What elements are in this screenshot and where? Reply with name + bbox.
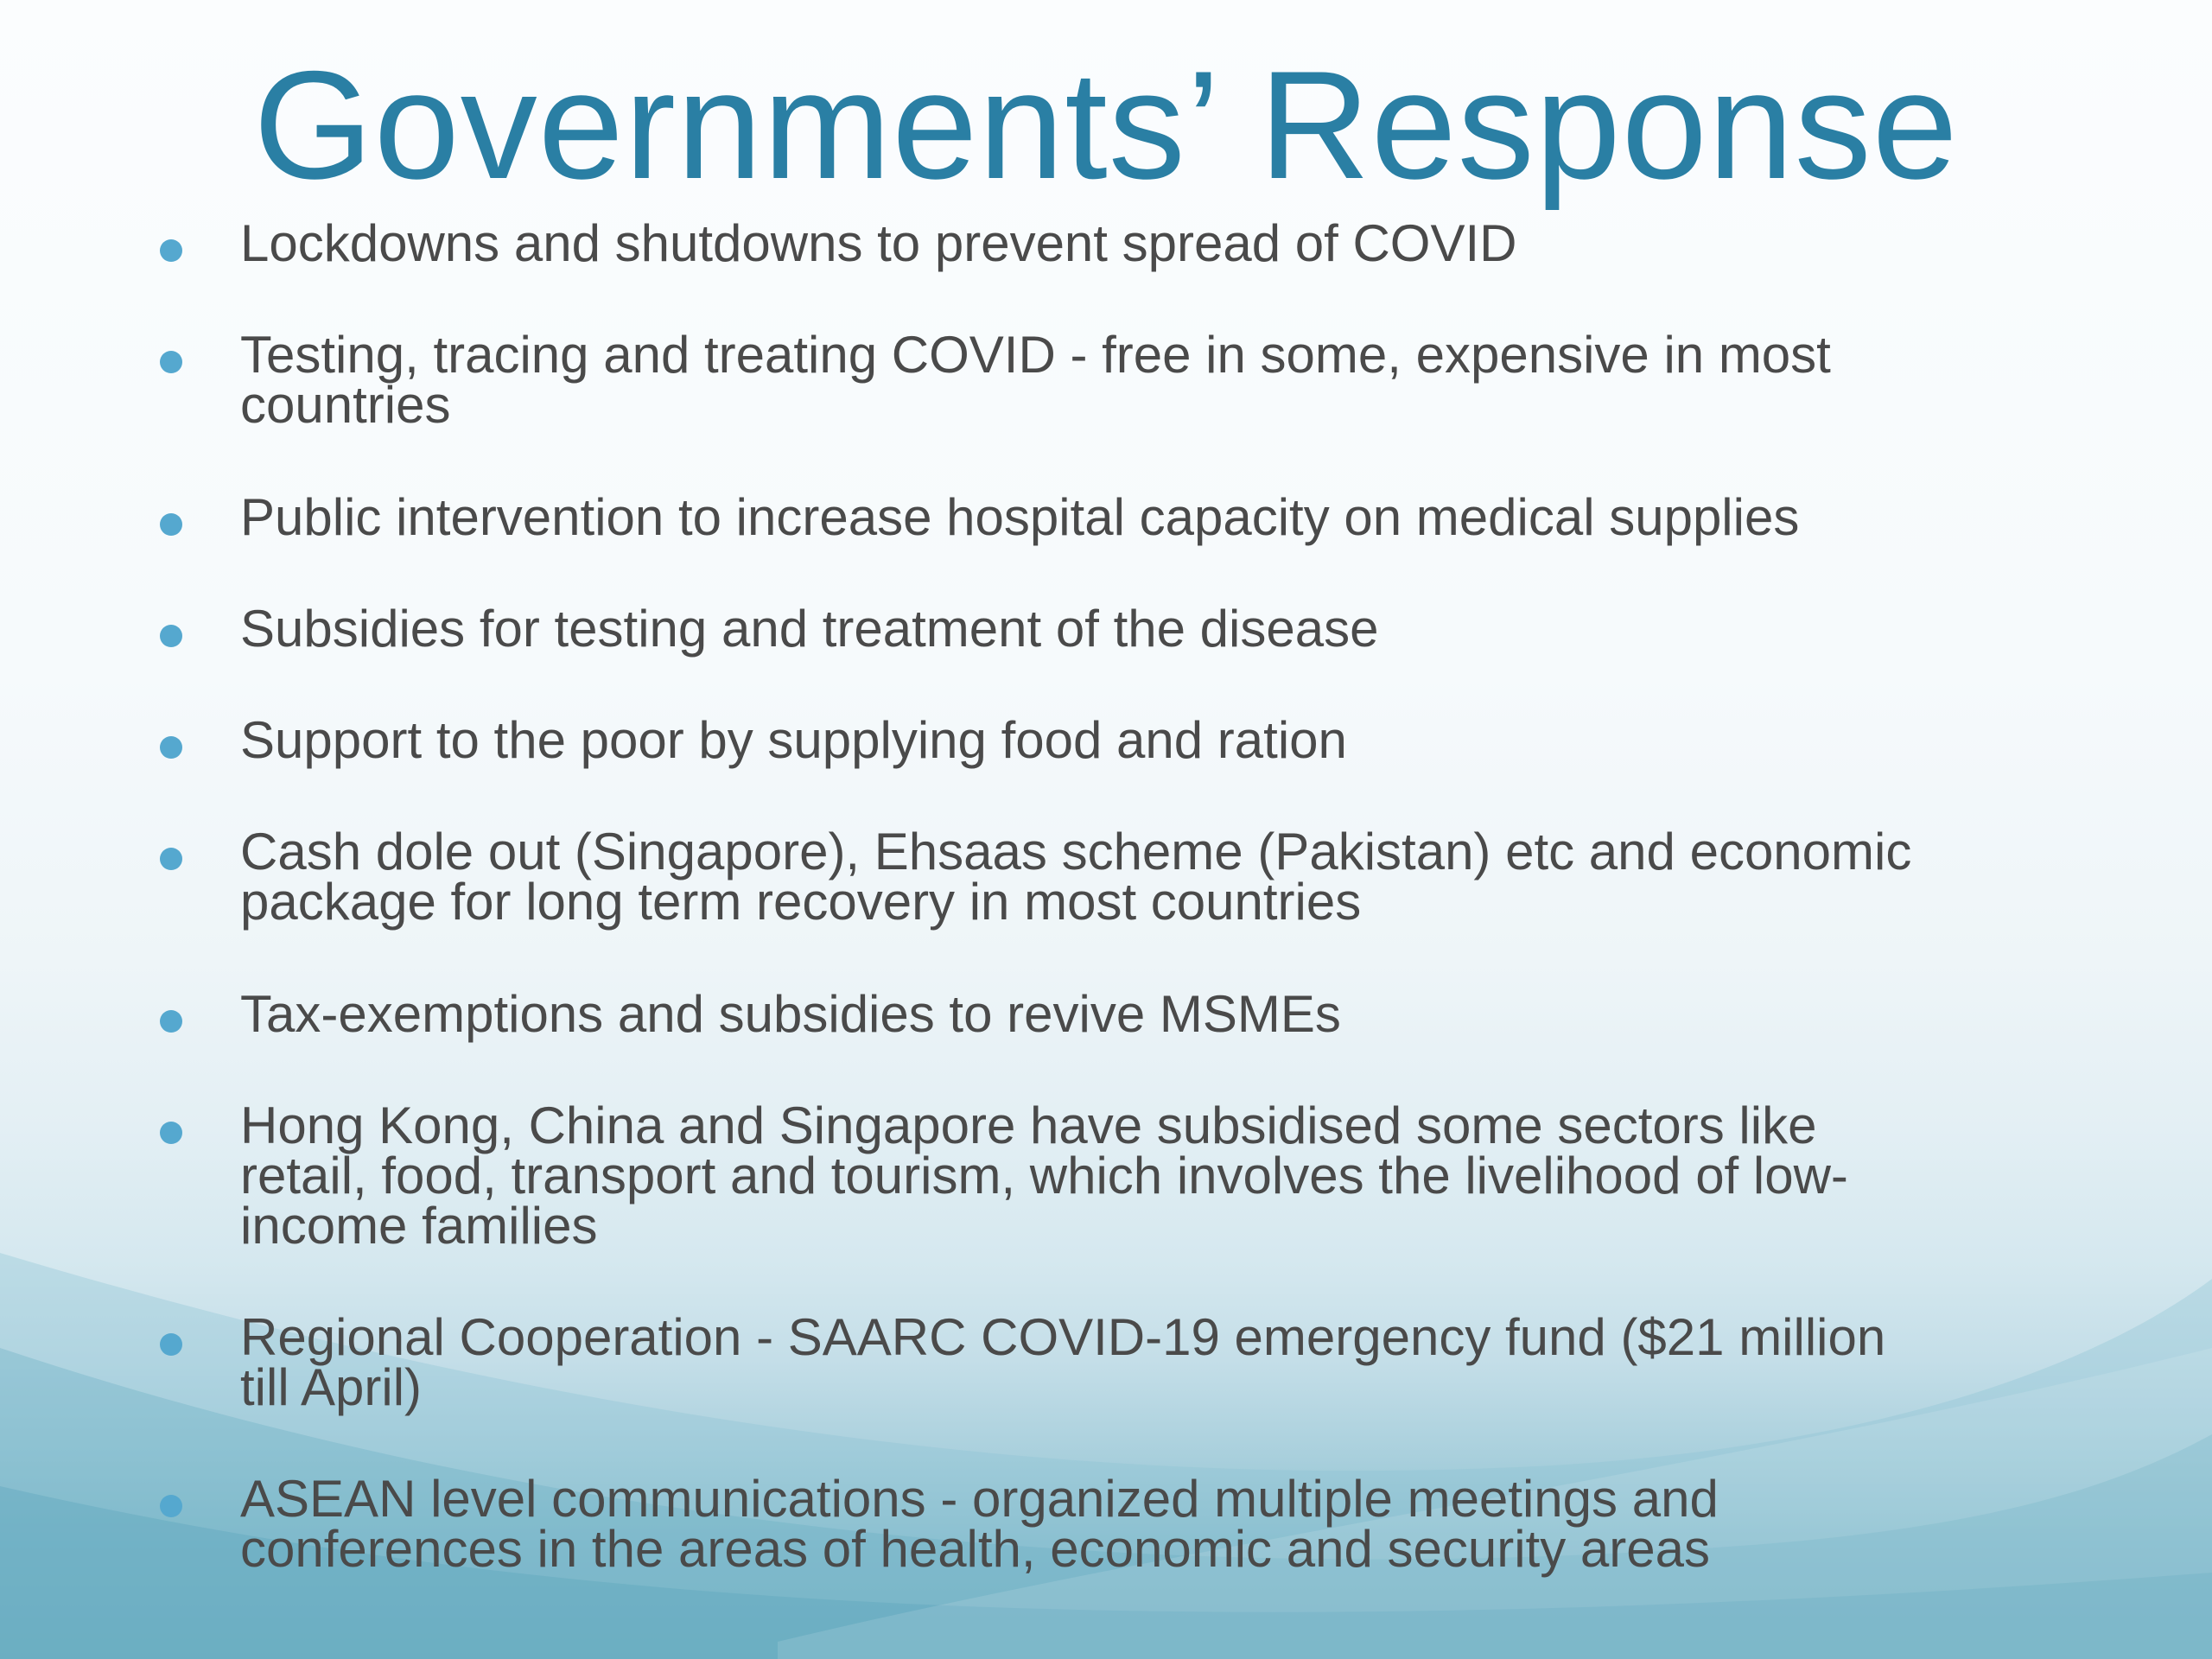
bullet-line: conferences in the areas of health, economic and security areas: [240, 1520, 1710, 1578]
bullet-line: package for long term recovery in most countries: [240, 873, 1362, 931]
bullet-icon: [160, 848, 182, 870]
bullet-line: Support to the poor by supplying food and ration: [240, 711, 1347, 769]
bullet-line: Cash dole out (Singapore), Ehsaas scheme (Pakistan) etc and economic: [240, 823, 1912, 880]
bullet-text: [240, 711, 2037, 769]
bullet-icon: [160, 625, 182, 647]
bullet-line: Subsidies for testing and treatment of the disease: [240, 600, 1379, 658]
bullet-line: income families: [240, 1197, 598, 1255]
bullet-line: Hong Kong, China and Singapore have subsidised some sectors like: [240, 1096, 1817, 1154]
bullet-icon: [160, 1122, 182, 1144]
bullet-text: [240, 488, 2037, 546]
bullet-icon: [160, 351, 182, 373]
bullet-icon: [160, 1495, 182, 1517]
bullet-line: countries: [240, 376, 451, 434]
bullet-icon: [160, 513, 182, 536]
bullet-text: [240, 1308, 2037, 1416]
bullet-icon: [160, 1333, 182, 1356]
slide-title: Governments’ Response: [253, 39, 1959, 211]
bullet-icon: [160, 736, 182, 759]
bullet-text: [240, 985, 2037, 1043]
bullet-icon: [160, 239, 182, 262]
bullet-text: [240, 326, 2037, 434]
bullet-line: Tax-exemptions and subsidies to revive MSMEs: [240, 985, 1341, 1043]
bullet-line: Public intervention to increase hospital capacity on medical supplies: [240, 488, 1800, 546]
bullet-line: ASEAN level communications - organized multiple meetings and: [240, 1470, 1719, 1528]
bullet-line: till April): [240, 1358, 423, 1416]
bullet-line: Testing, tracing and treating COVID - free in some, expensive in most: [240, 326, 1831, 384]
bullet-text: [240, 1096, 2037, 1255]
bullet-line: retail, food, transport and tourism, which involves the livelihood of low-: [240, 1147, 1848, 1205]
bullet-line: Lockdowns and shutdowns to prevent spread of COVID: [240, 214, 1517, 272]
bullet-text: [240, 1470, 2037, 1578]
bullet-line: Regional Cooperation - SAARC COVID-19 emergency fund ($21 million: [240, 1308, 1886, 1366]
bullet-text: [240, 214, 2037, 272]
bullet-icon: [160, 1010, 182, 1033]
bullet-text: [240, 823, 2037, 931]
bullet-text: [240, 600, 2037, 658]
